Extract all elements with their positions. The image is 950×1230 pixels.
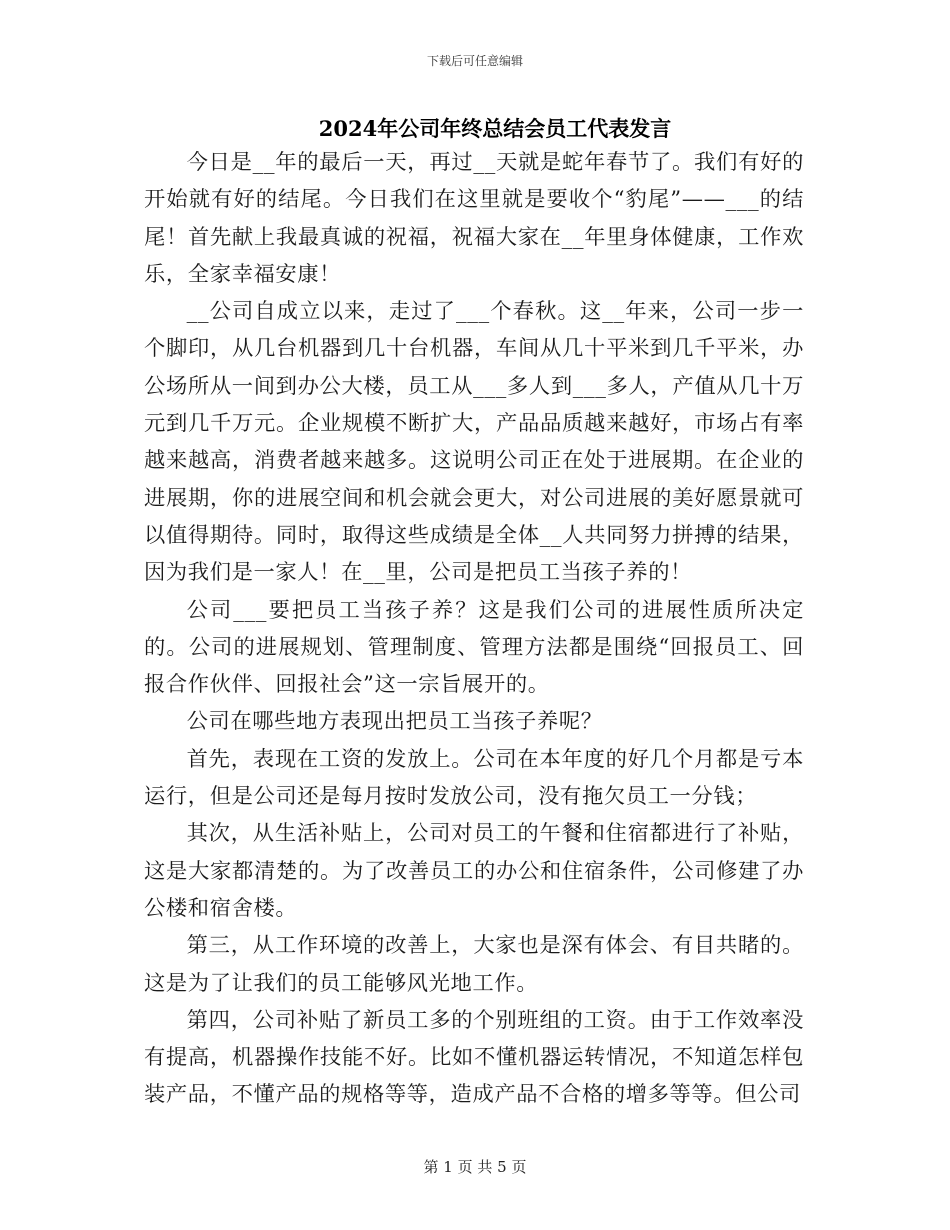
document-title: 2024年公司年终总结会员工代表发言	[318, 116, 672, 141]
paragraph: 第三，从工作环境的改善上，大家也是深有体会、有目共睹的。这是为了让我们的员工能够风光地工作。	[144, 933, 804, 996]
header-note: 下载后可任意编辑	[426, 54, 523, 68]
paragraph: 首先，表现在工资的发放上。公司在本年度的好几个月都是亏本运行，但是公司还是每月按时发放公司，没有拖欠员工一分钱；	[144, 746, 804, 810]
paragraph: 第四，公司补贴了新员工多的个别班组的工资。由于工作效率没有提高，机器操作技能不好。比如不懂机器运转情况，不知道怎样包装产品，不懂产品的规格等等，造成产品不合格的增多等等。但公司	[144, 1007, 804, 1108]
paragraph: 其次，从生活补贴上，公司对员工的午餐和住宿都进行了补贴，这是大家都清楚的。为了改善员工的办公和住宿条件，公司修建了办公楼和宿舍楼。	[144, 821, 804, 921]
paragraph: 公司在哪些地方表现出把员工当孩子养呢？	[186, 709, 603, 735]
paragraph: __公司自成立以来，走过了___个春秋。这__年来，公司一步一个脚印，从几台机器到几十台机器，车间从几十平米到几千平米，办公场所从一间到办公大楼，员工从___多人到___多人，产值从几十万元到几千万元。企业规模不断扩大，产品品质越来越好，市场占有率越来越高，消费者越来越多。这说明公司正在处于进展期。在企业的进展期，你的进展空间和机会就会更大，对公司进展的美好愿景就可以值得期待。同时，取得这些成绩是全体__人共同努力拼搏的结果，因为我们是一家人！在__里，公司是把员工当孩子养的！	[144, 299, 804, 586]
page-footer: 第 1 页 共 5 页	[423, 1158, 527, 1176]
document-body	[144, 144, 804, 1114]
paragraph: 今日是__年的最后一天，再过__天就是蛇年春节了。我们有好的开始就有好的结尾。今日我们在这里就是要收个“豹尾”——___的结尾！首先献上我最真诚的祝福，祝福大家在__年里身体健康，工作欢乐，全家幸福安康！	[144, 150, 804, 287]
paragraph: 公司___要把员工当孩子养？这是我们公司的进展性质所决定的。公司的进展规划、管理制度、管理方法都是围绕“回报员工、回报合作伙伴、回报社会”这一宗旨展开的。	[144, 597, 804, 698]
